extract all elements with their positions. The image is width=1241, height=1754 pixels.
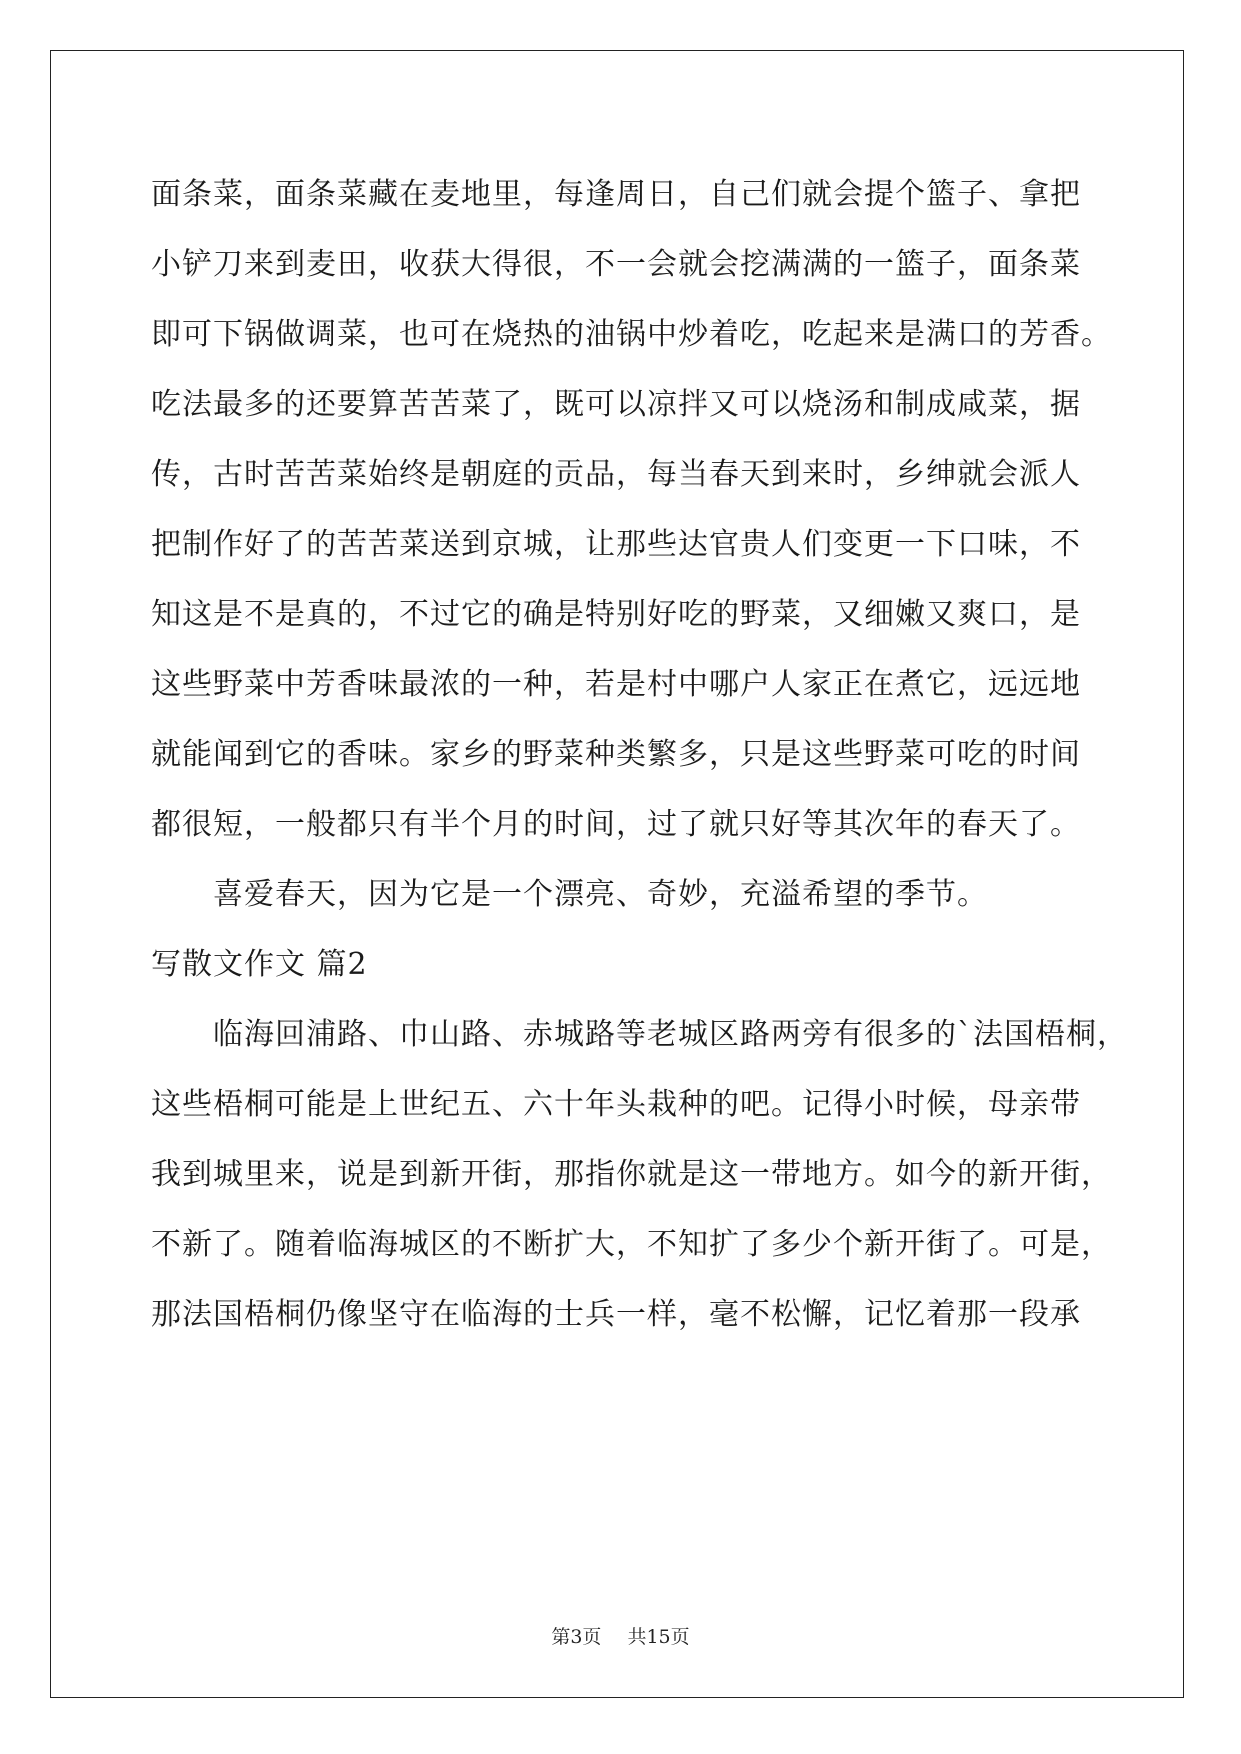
paragraph-line: 喜爱春天，因为它是一个漂亮、奇妙，充溢希望的季节。: [213, 877, 988, 912]
page-total: 共15页: [627, 1626, 690, 1648]
text-line: 这些梧桐可能是上世纪五、六十年头栽种的吧。记得小时候，母亲带: [151, 1087, 1081, 1122]
text-line: 就能闻到它的香味。家乡的野菜种类繁多，只是这些野菜可吃的时间: [151, 737, 1081, 772]
text-line: 都很短，一般都只有半个月的时间，过了就只好等其次年的春天了。: [151, 807, 1081, 842]
document-body: [151, 160, 1128, 1350]
text-line: 把制作好了的苦苦菜送到京城，让那些达官贵人们变更一下口味，不: [151, 527, 1081, 562]
paragraph-line: 临海回浦路、巾山路、赤城路等老城区路两旁有很多的`法国梧桐，: [213, 1017, 1128, 1052]
text-line: 不新了。随着临海城区的不断扩大，不知扩了多少个新开街了。可是，: [151, 1227, 1112, 1262]
text-line: 小铲刀来到麦田，收获大得很，不一会就会挖满满的一篮子，面条菜: [151, 247, 1081, 282]
text-line: 那法国梧桐仍像坚守在临海的士兵一样，毫不松懈，记忆着那一段承: [151, 1297, 1081, 1332]
text-line: 传，古时苦苦菜始终是朝庭的贡品，每当春天到来时，乡绅就会派人: [151, 457, 1081, 492]
page-number: 第3页: [551, 1626, 602, 1648]
text-line: 知这是不是真的，不过它的确是特别好吃的野菜，又细嫩又爽口，是: [151, 597, 1081, 632]
text-line: 面条菜，面条菜藏在麦地里，每逢周日，自己们就会提个篮子、拿把: [151, 177, 1081, 212]
section-heading: 写散文作文 篇2: [151, 947, 368, 982]
text-line: 这些野菜中芳香味最浓的一种，若是村中哪户人家正在煮它，远远地: [151, 667, 1081, 702]
text-line: 我到城里来，说是到新开街，那指你就是这一带地方。如今的新开街，: [151, 1157, 1112, 1192]
text-line: 吃法最多的还要算苦苦菜了，既可以凉拌又可以烧汤和制成咸菜，据: [151, 387, 1081, 422]
page-footer: [0, 1622, 1241, 1649]
text-line: 即可下锅做调菜，也可在烧热的油锅中炒着吃，吃起来是满口的芳香。: [151, 317, 1112, 352]
